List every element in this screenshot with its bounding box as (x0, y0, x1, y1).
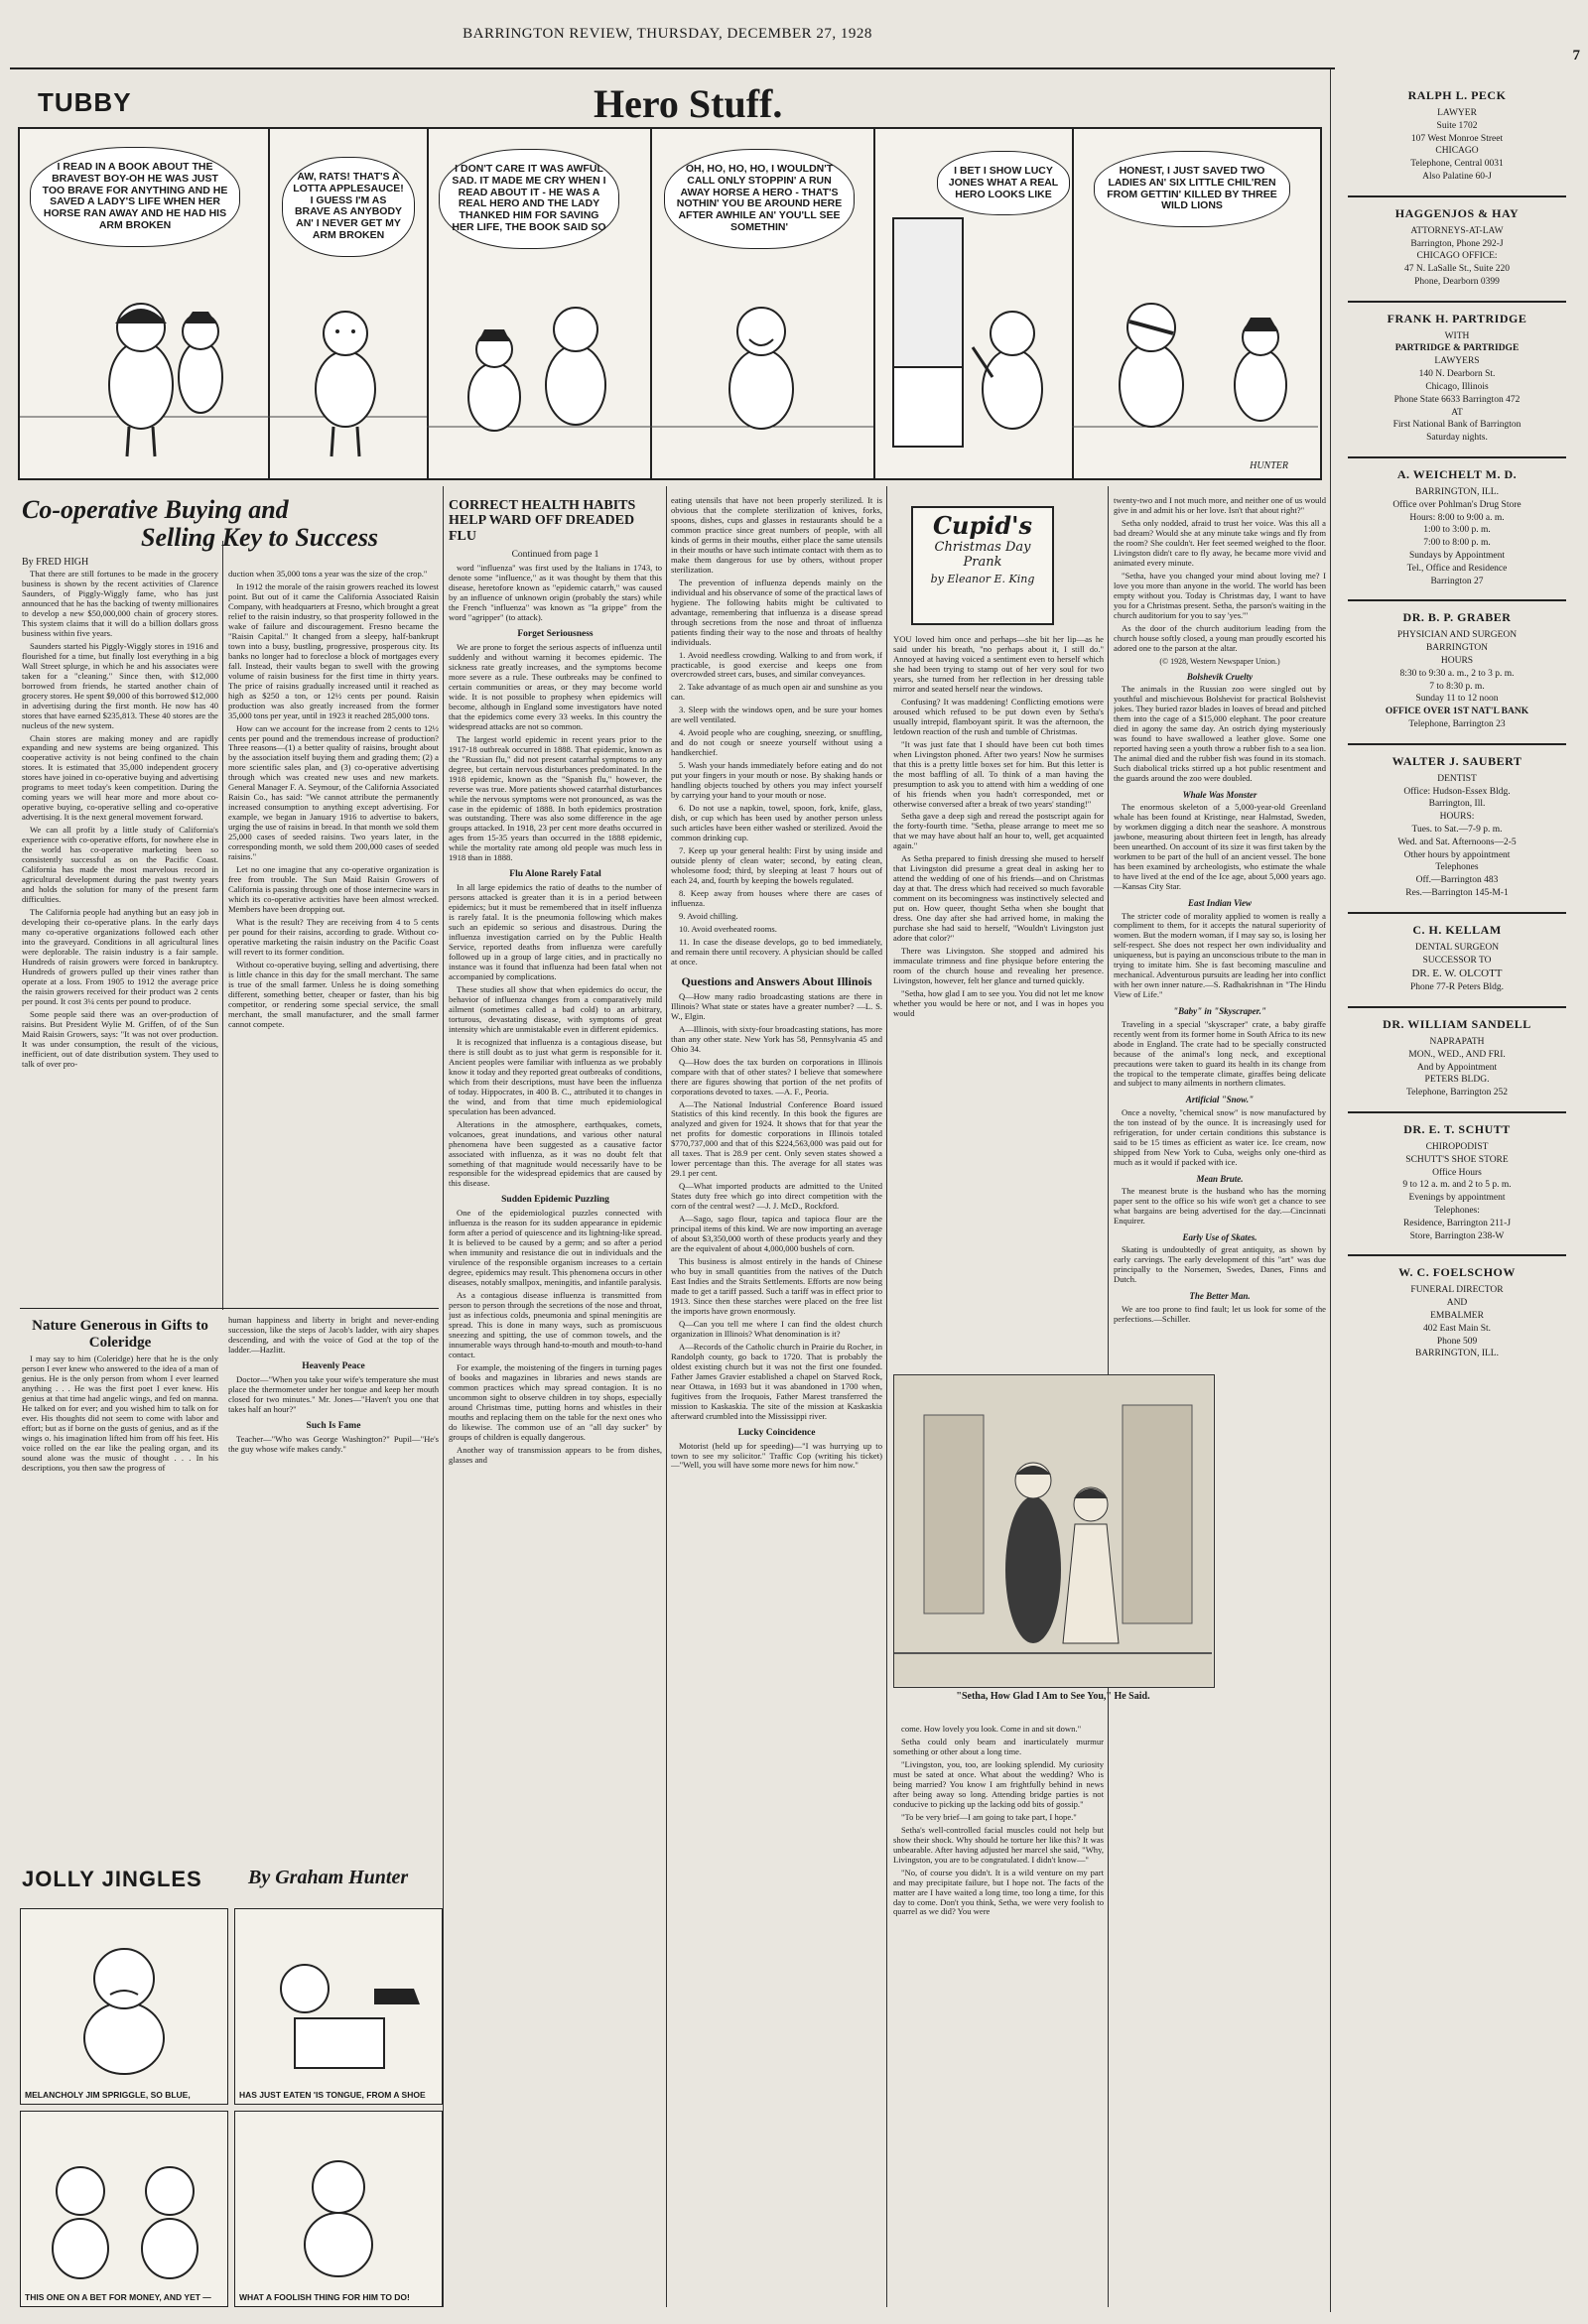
ad-line: Office: Hudson-Essex Bldg. (1403, 786, 1511, 797)
baby-headline: "Baby" in "Skyscraper." (1173, 1006, 1266, 1017)
story-author: by Eleanor E. King (930, 573, 1035, 586)
lucky-headline: Lucky Coincidence (737, 1427, 816, 1438)
story-column-1 (893, 635, 1104, 1369)
ad-haggenjos-hay (1338, 207, 1576, 289)
ad-name: HAGGENJOS & HAY (1394, 205, 1520, 220)
ad-ralph-peck (1338, 89, 1576, 184)
snow-headline: Artificial "Snow." (1185, 1095, 1255, 1105)
ad-line: Office Hours (1432, 1167, 1482, 1178)
paragraph: 6. Do not use a napkin, towel, spoon, fork, knife, glass, dish, or cup which has been used by another person unless such articles have been either washed or sterilized. Avoid the common drinking cup. (671, 803, 882, 842)
ad-line: Store, Barrington 238-W (1409, 1230, 1505, 1241)
story-copyright: (© 1928, Western Newspaper Union.) (1159, 656, 1280, 666)
paragraph: The enormous skeleton of a 5,000-year-old Greenland whale has been found at Kristinge, near Halmstad, Sweden, by workmen digging a ditch near the seashore. A monstrous jawbone, measuring about thirteen feet in length, has already been unearthed. On account of its size it was first taken by the workmen to be part of the hull of an ancient vessel. The bone has been examined by archeologists, who estimate the whale to have lived at the end of the Ice age, about 5,000 years ago.—Kansas City Star. (1114, 802, 1326, 892)
ad-line: Barrington, Phone 292-J (1410, 238, 1504, 249)
nature-headline: Nature Generous in Gifts to Coleridge (32, 1318, 208, 1351)
ad-line: And by Appointment (1416, 1062, 1498, 1073)
paragraph: "No, of course you didn't. It is a wild venture on my part and may precipitate failure, but I hope not. The facts of the matter are I have waited a long time, too long a time, for this day to come. Don't you think, Setha, we were very foolish to quarrel as we did? You were (893, 1867, 1104, 1917)
speech-bubble: I BET I SHOW LUCY JONES WHAT A REAL HERO LOOKS LIKE (937, 151, 1070, 215)
paragraph: 8. Keep away from houses where there are cases of influenza. (671, 887, 882, 908)
ad-line: EMBALMER (1430, 1310, 1484, 1321)
ad-line: CHIROPODIST (1425, 1141, 1489, 1152)
ad-line: HOURS: (1439, 812, 1475, 823)
masthead-title: BARRINGTON REVIEW, THURSDAY, DECEMBER 27, 1928 (463, 26, 872, 42)
ad-line: SUCCESSOR TO (1422, 955, 1492, 966)
paragraph: In all large epidemics the ratio of deaths to the number of persons attacked is greater than it is in a period between epidemics; but it must be remembered that in itself influenza is rarely fatal. It is the pneumonia following which makes such an epidemic so serious and disastrous. During the influenza investigation carried on by the Public Health Service, reported deaths from influenza were carefully followed up in a group of large cities, and in practically no instance was it found that influenza had been fatal when not accompanied by complications. (449, 882, 662, 982)
ad-line: Phone 77-R Peters Bldg. (1410, 982, 1504, 993)
paragraph: 10. Avoid overheated rooms. (679, 923, 777, 934)
ad-line: Evenings by appointment (1408, 1193, 1506, 1204)
paragraph: As a contagious disease influenza is transmitted from person to person through the secretions of the nose and throat, just as infectious colds, pneumonia and spinal meningitis are spread. This is done in many ways, such as promiscuous sneezing and spitting, the use of common towels, and the innumerable ways through hand-to-mouth and mouth-to-hand contact. (449, 1290, 662, 1359)
ad-line: Res.—Barrington 145-M-1 (1405, 888, 1509, 898)
speech-bubble: I DON'T CARE IT WAS AWFUL SAD. IT MADE ME CRY WHEN I READ ABOUT IT - HE WAS A REAL HERO AND THE LADY THANKED HIM FOR SAVING HER LIFE, THE BOOK SAID SO (439, 149, 619, 249)
ad-line: 1:00 to 3:00 p. m. (1423, 525, 1491, 536)
paragraph: Q—What imported products are admitted to the United States duty free which go into direct competition with the corn of the central west? —J. J. McD., Rockford. (671, 1181, 882, 1212)
ad-name: C. H. KELLAM (1412, 922, 1502, 937)
ad-line: LAWYERS (1434, 356, 1480, 367)
ad-rule (1348, 1006, 1566, 1008)
paragraph: It is recognized that influenza is a contagious disease, but there is still doubt as to just what germ is responsible for it. Ancient peoples were familiar with influenza as we probably know it today and they reported great outbreaks of conditions, which from their descriptions, must have been the influenza of today. Hippocrates, in 400 B. C., attributed it to changes in the wind, and from that time much epidemiological speculation has been advanced. (449, 1036, 662, 1116)
paragraph: YOU loved him once and perhaps—she bit her lip—as he said under his breath, "no perhaps about it, I still do." Annoyed at having voiced a sentiment even to herself which she had been trying to stamp out of her very soul for two years, she turned from her reflection in her dressing table mirror and seated herself near the windows. (893, 635, 1104, 694)
ad-kellam (1338, 924, 1576, 994)
speech-bubble: AW, RATS! THAT'S A LOTTA APPLESAUCE! I GUESS I'M AS BRAVE AS ANYBODY AN' I NEVER GET MY ARM BROKEN (282, 157, 415, 257)
coop-column-2 (228, 570, 439, 1294)
ad-line: BARRINGTON, ILL. (1414, 1349, 1499, 1359)
paragraph: Setha could only beam and inarticulately murmur something or other about a long time. (893, 1736, 1104, 1756)
story-column-1b (893, 1725, 1104, 2310)
ad-rule (1348, 599, 1566, 601)
ad-line: Saturday nights. (1426, 433, 1488, 444)
ad-line: Barrington, Ill. (1428, 799, 1486, 810)
ad-line: Barrington 27 (1430, 576, 1484, 586)
paragraph: Motorist (held up for speeding)—"I was hurrying up to town to see my solicitor." Traffic Cop (writing his ticket)—"Well, you will have some more news for him now." (671, 1440, 882, 1471)
ad-line: FUNERAL DIRECTOR (1410, 1285, 1504, 1296)
paragraph: One of the epidemiological puzzles connected with influenza is the reason for its sudden appearance in epidemic form after a period of quiescence and its lightning-like spread. It is believed to be caused by a germ; and so after a period when immunity and resistance die out in individuals and the virulence of the responsible organism increases to a certain degree, epidemics may result. This phenomena occurs in other diseases, notably smallpox, meningitis, and infantile paralysis. (449, 1208, 662, 1288)
coop-column-1 (22, 570, 218, 1294)
paragraph: A—The National Industrial Conference Board issued Statistics of this kind recently. In this book the figures are analyzed and given for 1924. It shows that for that year the net profits for domestic corporations in Illinois totaled $770,737,000 and that of this $224,563,000 was paid out for all taxes. That is 28.9 per cent. Only seven states showed a lower percentage than this. The average for all states was 29.1 per cent. (671, 1098, 882, 1179)
ad-line: Telephone, Barrington 23 (1408, 718, 1506, 729)
ad-rule (1348, 195, 1566, 197)
jingles-panel-4 (234, 2111, 443, 2307)
ad-weichelt (1338, 468, 1576, 587)
section-rule (20, 1308, 439, 1309)
comic-panel-4 (650, 129, 875, 478)
ad-line: OFFICE OVER 1ST NAT'L BANK (1385, 707, 1529, 717)
paragraph: The meanest brute is the husband who has the morning paper sent to the office so his wife won't get a chance to see what bargains are being advertised for the day.—Cincinnati Enquirer. (1114, 1186, 1326, 1227)
ad-rule (1348, 743, 1566, 745)
skates-headline: Early Use of Skates. (1182, 1232, 1257, 1243)
masthead-rule (10, 67, 1335, 69)
ad-line: Tues. to Sat.—7-9 p. m. (1411, 824, 1503, 835)
paragraph: The California people had anything but an easy job in developing their co-operative plans. In the early days many co-operative organizations followed each other into the graveyard. Conditions in all agricultural lines were deplorable. The raisin industry is a fair sample. Hundreds of raisin growers were forced in bankruptcy. Hundreds of growers pulled up their vines rather than operate at a loss. From 1905 to 1912 the average price the raisin growers received for their product was 2 cents per pound. It cost 3¼ cents per pound to produce. (22, 906, 218, 1006)
paragraph: Q—How does the tax burden on corporations in Illinois compare with that of other states? I believe that somewhere there are figures showing that portion of the net profits of corporations devoted to taxes. —A. F., Peoria. (671, 1056, 882, 1097)
paragraph: "It was just fate that I should have been cut both times when Livingston phoned. After two years! Now he surmises that this is a pretty little boxes set for him. But this letter is the most baffling of all. To think of a man having the presumption to ask you to attend with him a wedding of one of his friends when you hadn't corresponded, met or otherwise conversed after a break of two years' standing!" (893, 738, 1104, 809)
ad-line: Telephones: (1434, 1205, 1480, 1216)
ad-line: ATTORNEYS-AT-LAW (1410, 225, 1504, 236)
paragraph: twenty-two and I not much more, and neither one of us would give in and admit his or her love. Isn't that about right?" (1114, 496, 1326, 515)
ad-line: Wed. and Sat. Afternoons—2-5 (1397, 837, 1517, 847)
jingles-panel-2 (234, 1908, 443, 2105)
ad-rule (1348, 301, 1566, 303)
ad-graber (1338, 611, 1576, 730)
paragraph: We are too prone to find fault; let us look for some of the perfections.—Schiller. (1114, 1303, 1326, 1324)
paragraph: I may say to him (Coleridge) here that he is the only person I ever knew who answered to the idea of a man of genius. He is the only person from whom I ever learned anything . . . He was the first poet I ever knew. His genius at that time had angelic wings, and fed on manna. He talked on for ever; and you wished him to talk on for ever. His thoughts did not seem to come with labor and effort; but as if borne on the gusts of genius, and as if the wings o. his imagination lifted him from off his feet. His voice rolled on the ear like the pealing organ, and its sound alone was the music of thought . . . In his descriptions, you then saw the progress of (22, 1354, 218, 1473)
column-rule (1330, 69, 1331, 2312)
ad-line: HOURS (1440, 655, 1474, 666)
ad-line: 8:30 to 9:30 a. m., 2 to 3 p. m. (1399, 668, 1515, 679)
comic-name: TUBBY (38, 87, 132, 117)
speech-bubble: HONEST, I JUST SAVED TWO LADIES AN' SIX LITTLE CHIL'REN FROM GETTIN' KILLED BY THREE WILD LIONS (1094, 151, 1290, 227)
paragraph: This business is almost entirely in the hands of Chinese who buy in small quantities from the natives of the Dutch East Indies and the Straits Settlements. Efforts are now being made to get a tariff passed. Such a tariff was in effect prior to 1913. Since then these starches were placed on the free list the imports have grown enormously. (671, 1256, 882, 1316)
paragraph: For example, the moistening of the fingers in turning pages of books and magazines in libraries and news stands are common practices which may spread contagion. It is no uncommon sight to observe children in toy shops, especially around Christmas time, putting horns and whistles in their mouths and replacing them on the table for the next ones who do likewise. The common use of an "all day sucker" by groups of children is equally dangerous. (449, 1361, 662, 1442)
ad-line: 402 East Main St. (1422, 1323, 1492, 1334)
ad-line: NAPRAPATH (1429, 1036, 1485, 1047)
ad-line: Suite 1702 (1436, 120, 1478, 131)
ad-line: 7:00 to 8:00 p. m. (1423, 538, 1491, 549)
story-title-box (911, 506, 1054, 625)
ad-line: Telephone, Central 0031 (1410, 159, 1504, 170)
ad-line: Off.—Barrington 483 (1415, 875, 1499, 886)
ad-name: W. C. FOELSCHOW (1398, 1265, 1516, 1280)
paragraph: Setha only nodded, afraid to trust her voice. Was this all a bad dream? Would she at any minute take wings and fly from the room? She couldn't. Her feet seemed weighed to the floor. Livingston didn't care to fly away, he became more vivid and animated every minute. (1114, 517, 1326, 568)
jingles-art-foolish (235, 2112, 442, 2306)
health-headline: CORRECT HEALTH HABITS HELP WARD OFF DREADED FLU (449, 498, 636, 544)
story-title-1: Cupid's (932, 511, 1033, 540)
paragraph: 2. Take advantage of as much open air and sunshine as you can. (671, 682, 882, 703)
ad-name: RALPH L. PECK (1407, 88, 1507, 102)
ad-rule (1348, 1111, 1566, 1113)
paragraph: Traveling in a special "skyscraper" crate, a baby giraffe recently went from its former home in South Africa to its new abode in England. The crate had to be specially constructed because of the animal's long neck, and exceptional precautions were taken to guard its health in its change from the tropical to the temperate climate, giraffes being delicate and subject to many ailments in northern climates. (1114, 1018, 1326, 1089)
ad-line: AT (1451, 407, 1463, 418)
ad-line: Also Palatine 60-J (1422, 171, 1492, 182)
ad-line: DR. E. W. OLCOTT (1411, 968, 1503, 980)
paragraph: A—Sago, sago flour, tapica and tapioca flour are the principal items of this kind. We are now importing an average of about $3,350,000 worth of these products yearly and they are the equivalent of about 4,000,000 bushels of corn. (671, 1214, 882, 1254)
ad-line: PARTRIDGE & PARTRIDGE (1394, 343, 1520, 354)
ad-line: CHICAGO OFFICE: (1416, 251, 1498, 262)
ad-line: Sunday 11 to 12 noon (1415, 694, 1499, 705)
paragraph: Another way of transmission appears to be from dishes, glasses and (449, 1444, 662, 1465)
ad-line: First National Bank of Barrington (1392, 420, 1522, 431)
mean-headline: Mean Brute. (1196, 1173, 1244, 1184)
column-rule (222, 541, 223, 1310)
paragraph: Q—How many radio broadcasting stations are there in Illinois? What state or states have a greater number? —L. S. W., Elgin. (671, 990, 882, 1021)
ad-line: 7 to 8:30 p. m. (1429, 681, 1485, 692)
paragraph: "To be very brief—I am going to take part, I hope." (901, 1811, 1077, 1822)
paragraph: Teacher—"Who was George Washington?" Pupil—"He's the guy whose wife makes candy." (228, 1433, 439, 1454)
paragraph: These studies all show that when epidemics do occur, the behavior of influenza changes from a comparatively mild ailment (sometimes called a bad cold) to an arbitrary, torturous, devastating disease, with symptoms of great intensity which are unmistakable even in different epidemics. (449, 984, 662, 1034)
paragraph: eating utensils that have not been properly sterilized. It is obvious that the complete sterilization of knives, forks, spoons, dishes, cups and glasses in restaurants should be a common practice since great numbers of people, with all kinds of germs in their mouths, either place the same utensils in their mouths or have such intimate contact with them as to make them dangerous for use by others, without proper sterilization. (671, 496, 882, 575)
ad-rule (1348, 456, 1566, 458)
column-rule (886, 486, 887, 2307)
paragraph: Without co-operative buying, selling and advertising, there is little chance in this day for the small merchant. The same is true of the small farmer. Unless he is doing something different, something better, cheaper or faster, than his big competitor, or rendering some special service, the small merchant, the small manufacturer, and the small farmer cannot compete. (228, 959, 439, 1029)
jolly-jingles-cartoon (20, 1861, 443, 2309)
comic-panel-2 (268, 129, 429, 478)
paragraph: The prevention of influenza depends mainly on the individual and his observance of some of the practical laws of hygiene. The following habits might be cultivated to advantage, remembering that influenza is a disease spread through secretions from the nose and throat of influenza patients finding their way to the nose and throats of healthy individuals. (671, 577, 882, 647)
ad-line: 47 N. LaSalle St., Suite 220 (1403, 264, 1511, 275)
paragraph: Saunders started his Piggly-Wiggly stores in 1916 and flourished for a time, but finally lost everything in a big Wall Street splurge, in which he and his associates were taken for a "cleaning." Since then, with $12,000 borrowed from friends, he started another chain of grocery stores. He spent $9,000 of this borrowed $12,000 in advertising during the first month. He now has 40 stores that have earned $235,813. These 40 stores are the nucleus of the new system. (22, 640, 218, 730)
jingles-art-bet (21, 2112, 227, 2306)
paragraph: We can all profit by a little study of California's experience with co-operative efforts, for nowhere else in the world has co-operative marketing been so consistently successful as on the Pacific Coast. California has made the most marvelous record in agricultural development during the past twenty years and holds the solution for many of the present farm difficulties. (22, 825, 218, 904)
comic-panel-6 (1072, 129, 1318, 478)
ad-sandell (1338, 1018, 1576, 1099)
jingles-title: JOLLY JINGLES (22, 1867, 202, 1891)
speech-bubble: OH, HO, HO, HO, I WOULDN'T CALL ONLY STOPPIN' A RUN AWAY HORSE A HERO - THAT'S NOTHIN' YOU BE AROUND HERE AFTER AWHILE AN' YOU'LL SEE SOMETHIN' (664, 149, 855, 249)
ad-frank-partridge (1338, 313, 1576, 445)
better-headline: The Better Man. (1189, 1291, 1251, 1302)
jingles-header (20, 1861, 443, 1906)
jingles-panel-3 (20, 2111, 228, 2307)
jingles-caption: HAS JUST EATEN 'IS TONGUE, FROM A SHOE (239, 2090, 426, 2101)
paragraph: The animals in the Russian zoo were singled out by youthful and mischievous Bolshevist for practical Bolshevist jokes. They buried razor blades in loaves of bread and pitched them into the cage of a $15,000 elephant. The poor creature died in agony the same day. An ostrich dying mysteriously was found to have swallowed a leather glove. Some one reported having seen a youth throw a rubber fish to a sea lion. The animal died and the rubber fish was found in its stomach. Such diabolical tricks stirred up a hot public resentment and the guards around the zoo were doubled. (1114, 684, 1326, 783)
comic-signature: HUNTER (1250, 460, 1288, 472)
comic-strip (18, 127, 1322, 480)
paragraph: The stricter code of morality applied to women is really a compliment to them, for it accepts the natural superiority of women. But the modern woman, if I may say so, is losing her self-respect. She does not respect her own individuality and uniqueness, but is paying an unconscious tribute to the man in trying to imitate him. She is fast becoming masculine and mechanical. Adventurous pursuits are leading her into conflict with her own inner nature.—S. Radhakrishnan in "The Hindu View of Life." (1114, 910, 1326, 1000)
jingles-art-eating-shoe (235, 1909, 442, 2104)
ad-line: Telephone, Barrington 252 (1406, 1088, 1508, 1098)
ad-line: DENTAL SURGEON (1414, 942, 1500, 953)
paragraph: As the door of the church auditorium leading from the church house softly closed, a young man proudly escorted his adored one to the parson at the altar. (1114, 622, 1326, 653)
ad-line: Phone 509 (1436, 1336, 1478, 1347)
paragraph: 1. Avoid needless crowding. Walking to and from work, if practicable, is good exercise and keeps one from overcrowded street cars, buses, and similar conveyances. (671, 649, 882, 680)
fame-headline: Such Is Fame (306, 1420, 361, 1431)
ad-line: 9 to 12 a. m. and 2 to 5 p. m. (1402, 1180, 1512, 1191)
ad-line: Office over Pohlman's Drug Store (1392, 499, 1522, 510)
coop-headline-1: Co-operative Buying and (22, 495, 289, 524)
comic-header (18, 77, 1318, 127)
jingles-caption: THIS ONE ON A BET FOR MONEY, AND YET — (25, 2292, 211, 2303)
ad-line: MON., WED., AND FRI. (1408, 1049, 1506, 1060)
ad-line: Other hours by appointment (1403, 849, 1511, 860)
paragraph: 4. Avoid people who are coughing, sneezing, or snuffling, and do not cough or sneeze yourself without using a handkerchief. (671, 727, 882, 758)
ad-name: A. WEICHELT M. D. (1396, 466, 1518, 481)
ad-name: DR. B. P. GRABER (1402, 610, 1512, 625)
paragraph: A—Illinois, with sixty-four broadcasting stations, has more than any other state. New York has 58, Pennsylvania 45 and Ohio 34. (671, 1023, 882, 1054)
paragraph: Some people said there was an over-production of raisins. But President Wylie M. Griffen, of of the Sun Maid Raisin Growers, says: "It was not over production. It was under consumption, the result of the vicious, inefficient, out of date distribution system. They used to talk of over pro- (22, 1008, 218, 1069)
illustration-caption: "Setha, How Glad I Am to See You," He Said. (956, 1691, 1150, 1702)
paragraph: 5. Wash your hands immediately before eating and do not put your fingers in your mouth or nose. By shaking hands or handling objects touched by others you may infect yourself by carrying your hand to your mouth or nose. (671, 760, 882, 801)
paragraph: human happiness and liberty in bright and never-ending succession, like the steps of Jacob's ladder, with airy shapes descending, and with the voice of God at the top of the ladder.—Hazlitt. (228, 1316, 439, 1355)
ad-line: Residence, Barrington 211-J (1402, 1218, 1512, 1228)
paragraph: In 1912 the morale of the raisin growers reached its lowest point. But out of it came the California Associated Raisin Company, with headquarters at Fresno, which brought a great relief to the raisin industry, so that prosperity followed in the wake of failure and discouragement. Fresno became the "Raisin Capital." It changed from a sleepy, half-bankrupt town into a busy, bustling, progressive, prosperous city. Its banks no longer had to foreclose a block of mortgages every fall. Instead, their vaults began to swell with the growing volume of raisin business for the first time in thirty years. The price of raisins gradually increased until it reached as high as $250 a ton, or 12½ cents per pound. Raisin production was also greatly increased from the former 35,000 tons per year, until in 1923 it reached 285,000 tons. (228, 581, 439, 720)
bolshevik-headline: Bolshevik Cruelty (1186, 671, 1254, 682)
paragraph: Q—Can you tell me where I can find the oldest church organization in Illinois? What denomination is it? (671, 1318, 882, 1339)
nature-column-2 (228, 1316, 439, 1852)
ad-foelschow (1338, 1266, 1576, 1360)
paragraph: We are prone to forget the serious aspects of influenza until suddenly and without warning it becomes epidemic. The sickness rate greatly increases, and the symptoms become more severe as a rule. These outbreaks may be confined to certain communities or areas, or they may become world wide. It is not possible to prophesy when epidemics will become, although in England some investigators have noted that the epidemics come every 33 weeks. In this country the widespread attacks are not so common. (449, 642, 662, 731)
ad-rule (1348, 912, 1566, 914)
paragraph: The largest world epidemic in recent years prior to the 1917-18 outbreak occurred in 1888. That epidemic, known as the "Russian flu," did not present catarrhal symptoms to any degree, but certain nervous disturbances predominated. In the 1918 epidemic, known as the "Spanish flu," however, the reverse was true. More patients showed catarrhal disturbances while the nervous symptoms were not pronounced, as was the case in the epidemic of 1888. In both epidemics prostration was outstanding. There was also some difference in the age groups attacked. In 1918, 23 per cent more deaths occurred in ages from 15-35 years than occurred in the 1888 epidemic, while the mortality rate among old people was much less in 1918 than in 1888. (449, 733, 662, 863)
health-column-2 (671, 496, 882, 2312)
ad-line: PHYSICIAN AND SURGEON (1396, 630, 1518, 641)
jingles-art-sad-man (21, 1909, 227, 2104)
paragraph: That there are still fortunes to be made in the grocery business is shown by the recent activities of Clarence Saunders, of Piggly-Wiggly fame, who has just announced that he has the backing of twenty millionaires to develop a new $50,000,000 chain of grocery stores. This system claims that it will do a billion dollars gross business within five years. (22, 570, 218, 638)
ad-line: Phone State 6633 Barrington 472 (1393, 394, 1521, 405)
ad-line: 140 N. Dearborn St. (1418, 369, 1496, 380)
ad-name: WALTER J. SAUBERT (1391, 753, 1522, 768)
ad-line: AND (1446, 1298, 1468, 1309)
paragraph: duction when 35,000 tons a year was the size of the crop." (228, 570, 428, 579)
professional-directory (1338, 89, 1576, 2312)
paragraph: Let no one imagine that any co-operative organization is free from trouble. The Sun Maid Raisin Growers of California is passing through one of those internecine wars in which its co-operative activities have been almost wrecked. Members have been dropping out. (228, 864, 439, 914)
heavenly-headline: Heavenly Peace (302, 1360, 365, 1371)
paragraph: What is the result? They are receiving from 4 to 5 cents per pound for their raisins, according to grade. Without co-operative marketing the raisin industry on the Pacific Coast will revert to its former condition. (228, 916, 439, 957)
paragraph: A—Records of the Catholic church in Prairie du Rocher, in Randolph county, go back to 1720. That is probably the oldest existing church but it was not the first one founded. Father James Gravier established a chapel on Starved Rock, near Ottawa, in 1693 but it was abandoned in 1700 when, fugitives from the Iroquois, Father Marest transferred the mission to Kaskaskia. The site of the mission at Kaskaskia afterward crumbled into the Mississippi river. (671, 1341, 882, 1421)
ad-line: Phone, Dearborn 0399 (1414, 276, 1500, 287)
masthead (0, 0, 1335, 58)
paragraph: How can we account for the increase from 2 cents to 12½ cents per pound and the tremendous increase of production? Three reasons—(1) a better quality of raisins, brought about by the association itself buying them and grading them; (2) a more scientific sales plan, and (3) co-operative advertising through which was created new uses and new markets. General Manager F. A. Seymour, of the California Associated Raisin Co., has said: "We cannot attribute the permanently increased consumption to anything except advertising. For example, we began in January 1916 to advertise to bakers, urging the use of raisins in bread. In that month we sold them 25,000 cases of seeded raisins. Two years later, in the corresponding month, we sold them 200,000 cases of seeded raisins." (228, 722, 439, 862)
jingles-panel-1 (20, 1908, 228, 2105)
paragraph: 11. In case the disease develops, go to bed immediately, and remain there until recovery. A physician should be called at once. (671, 936, 882, 967)
page-number: 7 (1572, 48, 1580, 64)
nature-column-1 (22, 1316, 218, 1852)
column-rule (666, 486, 667, 2307)
ad-line: 107 West Monroe Street (1410, 133, 1504, 144)
ad-line: BARRINGTON, ILL. (1414, 486, 1499, 497)
paragraph: "Livingston, you, too, are looking splendid. My curiosity must be sated at once. What about the wedding? Who is being married? You know I am frightfully behind in news after being away so long. Attending bridge parties is not conducive to picking up the lacking odd bits of gossip." (893, 1758, 1104, 1809)
ad-line: Telephones (1435, 862, 1479, 873)
paragraph: 9. Avoid chilling. (679, 910, 738, 921)
jingles-caption: WHAT A FOOLISH THING FOR HIM TO DO! (239, 2292, 410, 2303)
paragraph: Setha gave a deep sigh and reread the postscript again for the forty-fourth time. "Setha, please arrange to meet me so that we may have about half an hour to, well, get acquainted again." (893, 811, 1104, 851)
paragraph: come. How lovely you look. Come in and sit down." (901, 1725, 1082, 1734)
ad-line: CHICAGO (1435, 146, 1479, 157)
health-continued: Continued from page 1 (511, 550, 599, 561)
ad-line: WITH (1444, 330, 1470, 341)
ad-name: DR. WILLIAM SANDELL (1383, 1017, 1531, 1031)
paragraph: 3. Sleep with the windows open, and be sure your homes are well ventilated. (671, 705, 882, 725)
paragraph: "Setha, how glad I am to see you. You did not let me know whether you would be here or not, and I was in hopes you would (893, 987, 1104, 1018)
paragraph: word "influenza" was first used by the Italians in 1743, to denote some "influence," as it was thought by them that this disease, heretofore known as "epidemic catarrh," was caused by an influence of unknown origin (probably the stars) while the French "influenza" was known as "la grippe" from the word "agripper" (to attack). (449, 563, 662, 623)
ad-line: LAWYER (1437, 107, 1477, 118)
ad-line: SCHUTT'S SHOE STORE (1405, 1154, 1509, 1165)
jingles-caption: MELANCHOLY JIM SPRIGGLE, SO BLUE, (25, 2090, 191, 2101)
ad-line: Tel., Office and Residence (1406, 563, 1508, 574)
forget-headline: Forget Seriousness (517, 629, 594, 639)
paragraph: Chain stores are making money and are rapidly expanding and new systems are being organized. This cooperative activity is not being confined to the chain stores. It is estimated that 35,000 independent grocery stores have joined in co-operative buying and advertising programs to meet today's keen competition. During the coming years we will hear more and more about co-operative buying, co-operative selling and co-operative advertising. It is the next general movement forward. (22, 732, 218, 823)
speech-bubble: I READ IN A BOOK ABOUT THE BRAVEST BOY-OH HE WAS JUST TOO BRAVE FOR ANYTHING AND HE SAVED A LADY'S LIFE WHEN HER HORSE RAN AWAY AND HE HAD HIS ARM BROKEN (30, 147, 240, 247)
comic-panel-3 (427, 129, 652, 478)
paragraph: Skating is undoubtedly of great antiquity, as shown by early carvings. The early development of this "art" was due principally to the Norsemen, Swedes, Danes, Finns and Dutch. (1114, 1244, 1326, 1285)
ad-schutt (1338, 1123, 1576, 1242)
health-column-1 (449, 496, 662, 2312)
comic-panel-5 (873, 129, 1074, 478)
qa-headline: Questions and Answers About Illinois (681, 973, 872, 988)
ad-name: FRANK H. PARTRIDGE (1387, 311, 1527, 325)
paragraph: Confusing? It was maddening! Conflicting emotions were aroused which refused to be put down even by Setha's usually intrepid, flamboyant spirit. It was the afternoon, the letdown reaction of the rush and tumble of Christmas. (893, 696, 1104, 736)
paragraph: Alterations in the atmosphere, earthquakes, comets, volcanoes, great inundations, and various other natural phenomena have been suggested as a causative factor associated with influenza, as it was no doubt felt that something of that magnitude would necessarily have to be responsible for the widespread epidemics that are caused by this disease. (449, 1118, 662, 1189)
paragraph: As Setha prepared to finish dressing she mused to herself that Livingston did presume a great deal in asking her to attend the wedding of one of his friends—and on Christmas day at that. The dress which had received so much favorable comment on its becomingness was instinctively selected and put on. How queer, thought Setha when she bought that dress. One day after she had arrived home, in making the purchase she had said to herself, "Wouldn't Livingston just adore that color?" (893, 853, 1104, 944)
ad-rule (1348, 1254, 1566, 1256)
ad-line: DENTIST (1437, 773, 1477, 784)
paragraph: Once a novelty, "chemical snow" is now manufactured by the ton instead of by the ounce. It is increasingly used for refrigeration, for under certain conditions this substance is said to be 15 times as efficient as water ice. Ice cream, now shipped from New York to Cuba, weighs only one-third as much as it would if packed with ice. (1114, 1106, 1326, 1167)
indian-headline: East Indian View (1187, 898, 1253, 909)
paragraph: There was Livingston. She stopped and admired his immaculate trimness and fine physique before entering the room of the church house and revealing her presence. Livingston, however, felt her glance and turned quickly. (893, 946, 1104, 985)
paragraph: "Setha, have you changed your mind about loving me? I love you more than anyone in the world. The world has been empty without you. Today is Christmas day, I want to have you for a Christmas present. Setha, the parson's waiting in the church auditorium for you to say 'yes.'" (1114, 570, 1326, 620)
column-rule (443, 486, 444, 2307)
whale-headline: Whale Was Monster (1182, 789, 1257, 800)
ad-line: PETERS BLDG. (1424, 1075, 1490, 1086)
ad-name: DR. E. T. SCHUTT (1403, 1121, 1511, 1136)
coop-headline-block (22, 496, 439, 579)
coop-headline-2: Selling Key to Success (141, 522, 379, 552)
paragraph: Setha's well-controlled facial muscles could not help but show their shock. Why should he torture her like this? It was unbearable. After having adjusted her marcel she said, "Why, Livingston, you are to be congratulated. I didn't know—" (893, 1824, 1104, 1865)
flu-headline: Flu Alone Rarely Fatal (509, 869, 601, 880)
jingles-byline: By Graham Hunter (248, 1867, 409, 1888)
comic-panel-1 (20, 129, 270, 478)
coop-byline: By FRED HIGH (22, 557, 89, 569)
ad-saubert (1338, 755, 1576, 900)
story-column-2 (1114, 496, 1326, 2310)
sudden-headline: Sudden Epidemic Puzzling (501, 1195, 609, 1206)
ad-line: Chicago, Illinois (1425, 381, 1489, 392)
ad-line: Sundays by Appointment (1408, 550, 1506, 561)
paragraph: Doctor—"When you take your wife's temperature she must place the thermometer under her tongue and keep her mouth closed for two minutes." Mr. Jones—"Haven't you one that takes half an hour?" (228, 1373, 439, 1414)
paragraph: 7. Keep up your general health: First by using inside and outside plenty of clean water; second, by eating clean, wholesome food; third, by sleeping at least 7 hours out of each 24, and, fourth by keeping the bowels regulated. (671, 844, 882, 885)
story-title-2: Christmas Day Prank (934, 540, 1031, 571)
ad-line: Hours: 8:00 to 9:00 a. m. (1409, 512, 1505, 523)
comic-title: Hero Stuff. (594, 81, 783, 126)
ad-line: BARRINGTON (1425, 643, 1489, 654)
